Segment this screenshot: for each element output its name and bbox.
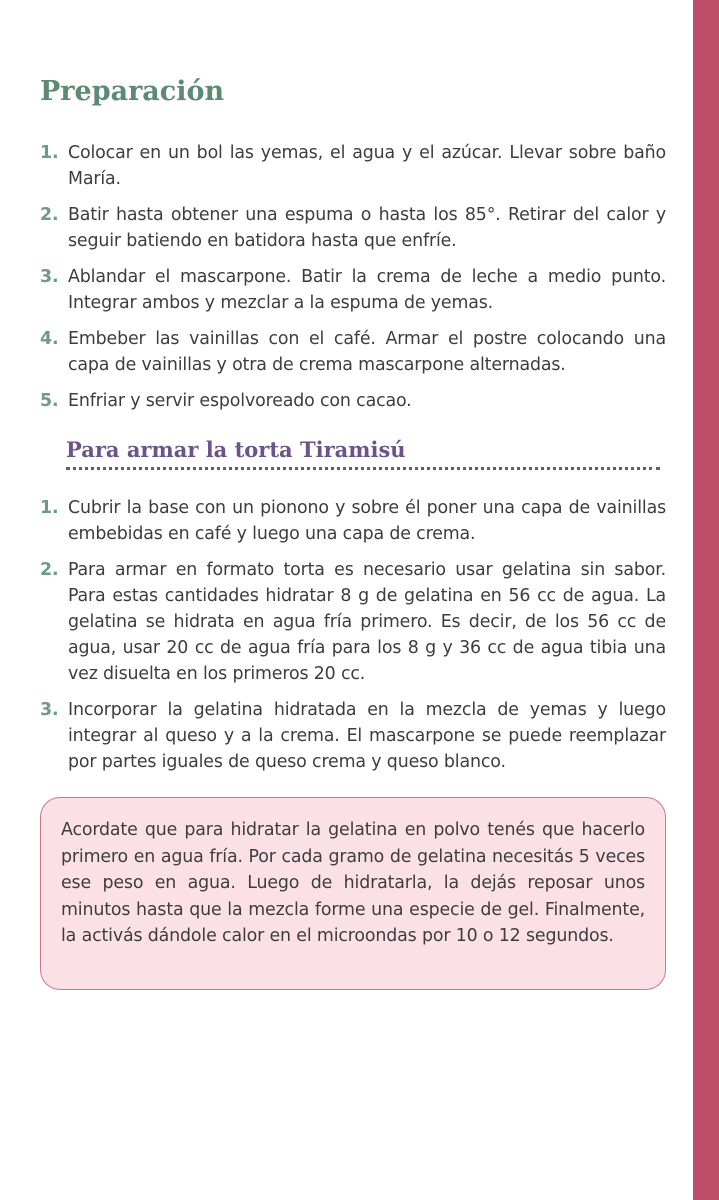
- step-text: Cubrir la base con un pionono y sobre él poner una capa de vainillas embebidas en café y luego una capa de crema.: [68, 498, 666, 544]
- step-number: 4.: [40, 329, 59, 349]
- step-text: Para armar en formato torta es necesario usar gelatina sin sabor. Para estas cantidades hidratar 8 g de gelatina en 56 cc de agua. La gelatina se hidrata en agua fría primero. Es decir, de los 56 cc de agua, usar 20 cc de agua fría para los 8 g y 36 cc de agua tibia una vez disuelta en los primeros 20 cc.: [68, 560, 666, 684]
- preparation-step: [38, 388, 666, 414]
- assembly-step: [38, 557, 666, 687]
- step-number: 5.: [40, 391, 59, 411]
- gelatin-tip-box: [40, 797, 666, 990]
- preparation-title: Preparación: [40, 76, 225, 107]
- step-text: Batir hasta obtener una espuma o hasta los 85°. Retirar del calor y seguir batiendo en batidora hasta que enfríe.: [68, 205, 666, 251]
- preparation-step: [38, 326, 666, 378]
- preparation-step: [38, 264, 666, 316]
- step-number: 3.: [40, 700, 59, 720]
- assembly-steps: [38, 495, 666, 785]
- step-number: 2.: [40, 205, 59, 225]
- step-number: 2.: [40, 560, 59, 580]
- step-text: Incorporar la gelatina hidratada en la mezcla de yemas y luego integrar al queso y a la crema. El mascarpone se puede reemplazar por partes iguales de queso crema y queso blanco.: [68, 700, 666, 772]
- side-color-bar: [693, 0, 719, 1200]
- step-text: Ablandar el mascarpone. Batir la crema de leche a medio punto. Integrar ambos y mezclar a la espuma de yemas.: [68, 267, 666, 313]
- step-number: 1.: [40, 498, 59, 518]
- preparation-step: [38, 202, 666, 254]
- preparation-steps: [38, 140, 666, 424]
- step-number: 1.: [40, 143, 59, 163]
- assembly-step: [38, 697, 666, 775]
- gelatin-tip-text: Acordate que para hidratar la gelatina en polvo tenés que hacerlo primero en agua fría. Por cada gramo de gelatina necesitás 5 veces ese peso en agua. Luego de hidratarla, la dejás reposar unos minutos hasta que la mezcla forme una especie de gel. Finalmente, la activás dándole calor en el microondas por 10 o 12 segundos.: [61, 820, 645, 946]
- assembly-title: Para armar la torta Tiramisú: [66, 437, 406, 462]
- step-number: 3.: [40, 267, 59, 287]
- step-text: Enfriar y servir espolvoreado con cacao.: [68, 391, 412, 411]
- dotted-divider: [66, 467, 660, 470]
- preparation-step: [38, 140, 666, 192]
- step-text: Colocar en un bol las yemas, el agua y el azúcar. Llevar sobre baño María.: [68, 143, 666, 189]
- step-text: Embeber las vainillas con el café. Armar el postre colocando una capa de vainillas y otra de crema mascarpone alternadas.: [68, 329, 666, 375]
- assembly-step: [38, 495, 666, 547]
